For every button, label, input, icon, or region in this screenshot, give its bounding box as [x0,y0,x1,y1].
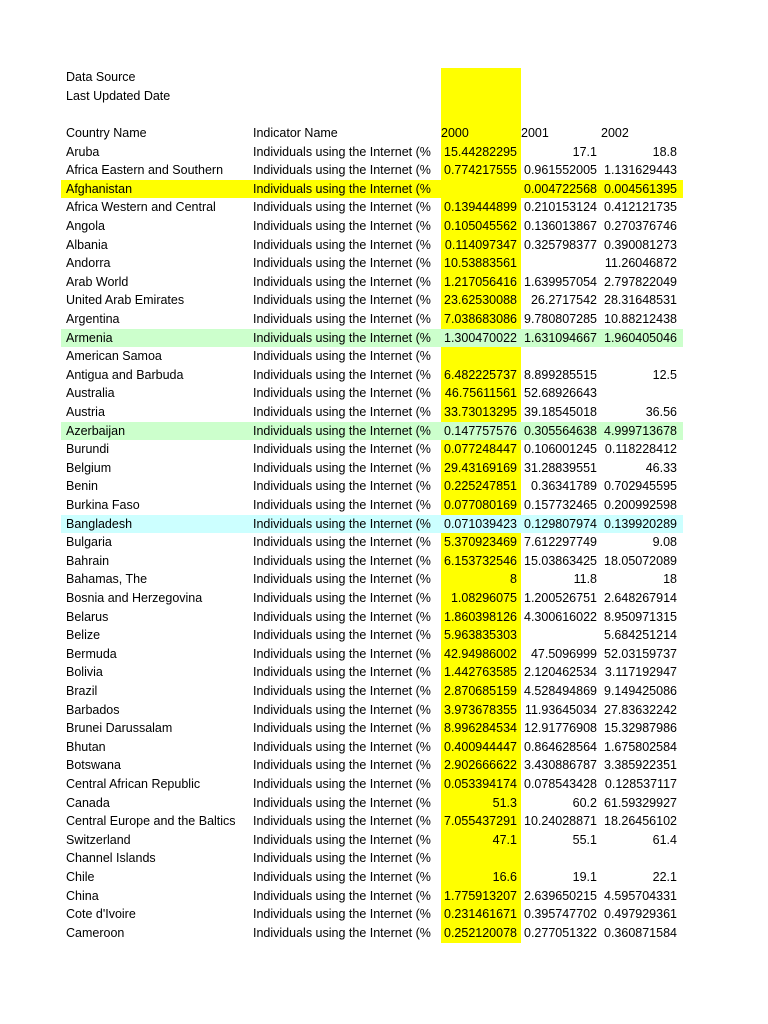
table-row [61,236,683,255]
value-2000-cell[interactable]: 2.902666622 [444,758,517,773]
country-cell[interactable]: Chile [66,870,95,884]
country-cell[interactable]: Belgium [66,460,112,475]
value-2001-cell[interactable]: 0.277051322 [524,925,597,940]
value-2000-cell[interactable]: 0.147757576 [444,423,517,438]
value-2002-cell[interactable]: 4.999713678 [604,423,677,438]
value-2002-cell[interactable]: 0.412121735 [604,200,677,215]
value-2002-cell[interactable]: 0.128537117 [604,777,677,791]
value-2000-cell[interactable]: 8 [510,572,517,587]
table-row [61,608,683,627]
indicator-cell[interactable]: Individuals using the Internet (% [253,330,431,345]
country-cell[interactable]: Brazil [66,684,98,698]
indicator-cell[interactable]: Individuals using the Internet (% [253,888,431,903]
table-row [61,440,683,459]
value-2000-cell[interactable]: 5.963835303 [444,628,517,643]
value-2002-cell[interactable]: 3.117192947 [604,665,677,680]
table-row [61,291,683,310]
value-2001-cell[interactable]: 47.5096999 [530,646,597,661]
country-cell[interactable]: Burkina Faso [66,498,140,512]
value-2000-cell[interactable]: 15.44282295 [444,144,517,159]
indicator-cell[interactable]: Individuals using the Internet (% [253,721,431,736]
indicator-cell[interactable]: Individuals using the Internet (% [253,181,431,196]
header-country: Country Name [66,126,147,140]
value-2000-cell[interactable]: 0.400944447 [444,739,517,754]
indicator-cell[interactable]: Individuals using the Internet (% [253,200,431,215]
value-2001-cell[interactable]: 12.91776908 [524,721,597,736]
indicator-cell[interactable]: Individuals using the Internet (% [253,609,431,624]
country-cell[interactable]: Azerbaijan [66,423,126,438]
indicator-cell[interactable]: Individuals using the Internet (% [253,144,431,159]
value-2001-cell[interactable]: 10.24028871 [524,814,597,829]
country-cell[interactable]: Botswana [66,758,121,773]
header-2002: 2002 [601,126,629,140]
value-2000-cell[interactable]: 0.071039423 [444,516,517,531]
value-2002-cell[interactable]: 12.5 [652,367,677,382]
value-2002-cell[interactable] [601,849,677,868]
value-2001-cell[interactable] [521,254,597,273]
value-2002-cell[interactable]: 0.200992598 [604,498,677,512]
value-2001-cell[interactable]: 1.631094667 [524,330,597,345]
value-2002-cell[interactable]: 5.684251214 [604,628,677,643]
value-2001-cell[interactable]: 0.961552005 [524,163,597,178]
indicator-cell[interactable]: Individuals using the Internet (% [253,498,431,512]
indicator-cell[interactable]: Individuals using the Internet (% [253,925,431,940]
header-indicator: Indicator Name [253,126,338,140]
value-2001-cell[interactable]: 0.864628564 [524,739,597,754]
value-2002-cell[interactable]: 8.950971315 [604,609,677,624]
value-2002-cell[interactable]: 27.83632242 [604,702,677,717]
value-2001-cell[interactable]: 52.68926643 [524,386,597,401]
value-2000-cell[interactable]: 16.6 [492,870,517,884]
indicator-cell[interactable]: Individuals using the Internet (% [253,572,431,587]
value-2001-cell[interactable]: 9.780807285 [524,312,597,326]
country-cell[interactable]: Brunei Darussalam [66,721,173,736]
table-row [61,422,683,441]
indicator-cell[interactable]: Individuals using the Internet (% [253,851,431,866]
indicator-cell[interactable]: Individuals using the Internet (% [253,646,431,661]
country-cell[interactable]: Burundi [66,442,110,457]
table-row [61,682,683,701]
table-row [61,515,683,534]
country-cell[interactable]: Benin [66,479,98,494]
value-2000-cell[interactable]: 10.53883561 [444,256,517,271]
indicator-cell[interactable]: Individuals using the Internet (% [253,237,431,252]
header-row [61,124,683,143]
table-row [61,347,683,366]
table-row [61,719,683,738]
indicator-cell[interactable]: Individuals using the Internet (% [253,312,431,326]
value-2000-cell[interactable]: 1.775913207 [444,888,517,903]
table-row [61,273,683,292]
table-row [61,533,683,552]
value-2002-cell[interactable]: 46.33 [645,460,677,475]
value-2000-cell[interactable]: 47.1 [492,832,517,847]
value-2001-cell[interactable]: 0.36341789 [530,479,597,494]
value-2000-cell[interactable] [441,180,517,199]
value-2000-cell[interactable]: 0.231461671 [444,907,517,922]
value-2000-cell[interactable]: 6.153732546 [444,553,517,568]
country-cell[interactable]: Bolivia [66,665,103,680]
table-row [61,180,683,199]
value-2002-cell[interactable]: 15.32987986 [604,721,677,736]
country-cell[interactable]: Cote d'Ivoire [66,907,136,922]
country-cell[interactable]: Bangladesh [66,516,133,531]
table-row [61,905,683,924]
value-2000-cell[interactable]: 1.442763585 [444,665,517,680]
indicator-cell[interactable]: Individuals using the Internet (% [253,665,431,680]
table-row [61,924,683,943]
value-2001-cell[interactable]: 19.1 [572,870,597,884]
indicator-cell[interactable]: Individuals using the Internet (% [253,907,431,922]
value-2001-cell[interactable]: 11.93645034 [524,702,597,717]
value-2000-cell[interactable]: 1.08296075 [450,591,517,605]
country-cell[interactable]: Arab World [66,274,129,289]
value-2002-cell[interactable]: 0.139920289 [604,516,677,531]
value-2001-cell[interactable]: 39.18545018 [524,405,597,419]
country-cell[interactable]: Africa Western and Central [66,200,216,215]
country-cell[interactable]: Belarus [66,609,109,624]
country-cell[interactable]: Channel Islands [66,851,156,866]
value-2001-cell[interactable]: 0.325798377 [524,237,597,252]
value-2001-cell[interactable]: 26.2717542 [530,293,597,308]
header-2000: 2000 [441,126,469,140]
value-2000-cell[interactable]: 6.482225737 [444,367,517,382]
value-2002-cell[interactable]: 61.59329927 [604,795,677,810]
value-2000-cell[interactable]: 7.055437291 [444,814,517,829]
value-2000-cell[interactable]: 0.252120078 [444,925,517,940]
indicator-cell[interactable]: Individuals using the Internet (% [253,591,431,605]
value-2002-cell[interactable] [601,347,677,366]
table-row [61,794,683,813]
value-2002-cell[interactable]: 52.03159737 [604,646,677,661]
indicator-cell[interactable]: Individuals using the Internet (% [253,405,431,419]
value-2000-cell[interactable]: 0.139444899 [444,200,517,215]
value-2001-cell[interactable]: 0.106001245 [524,442,597,457]
value-2002-cell[interactable]: 0.270376746 [604,219,677,233]
table-row [61,477,683,496]
header-2001: 2001 [521,126,549,140]
value-2000-cell[interactable]: 0.225247851 [444,479,517,494]
country-cell[interactable]: Bosnia and Herzegovina [66,591,203,605]
country-cell[interactable]: Armenia [66,330,113,345]
value-2002-cell[interactable]: 10.88212438 [604,312,677,326]
table-row [61,384,683,403]
indicator-cell[interactable]: Individuals using the Internet (% [253,628,431,643]
value-2000-cell[interactable]: 1.860398126 [444,609,517,624]
value-2002-cell[interactable]: 0.497929361 [604,907,677,922]
value-2002-cell[interactable]: 9.149425086 [604,684,677,698]
table-row [61,701,683,720]
indicator-cell[interactable]: Individuals using the Internet (% [253,870,431,884]
value-2001-cell[interactable] [521,849,597,868]
value-2000-cell[interactable]: 5.370923469 [444,535,517,550]
value-2001-cell[interactable]: 7.612297749 [524,535,597,550]
value-2002-cell[interactable]: 4.595704331 [604,888,677,903]
indicator-cell[interactable]: Individuals using the Internet (% [253,219,431,233]
indicator-cell[interactable]: Individuals using the Internet (% [253,274,431,289]
country-cell[interactable]: China [66,888,99,903]
country-cell[interactable]: Albania [66,237,108,252]
indicator-cell[interactable]: Individuals using the Internet (% [253,293,431,308]
value-2002-cell[interactable]: 2.648267914 [604,591,677,605]
indicator-cell[interactable]: Individuals using the Internet (% [253,832,431,847]
value-2000-cell[interactable]: 0.077248447 [444,442,517,457]
value-2001-cell[interactable]: 2.639650215 [524,888,597,903]
indicator-cell[interactable]: Individuals using the Internet (% [253,516,431,531]
value-2002-cell[interactable]: 1.960405046 [604,330,677,345]
value-2002-cell[interactable]: 0.390081273 [604,237,677,252]
value-2002-cell[interactable]: 9.08 [652,535,677,550]
data-source-label: Data Source [66,70,136,84]
value-2000-cell[interactable]: 29.43169169 [444,460,517,475]
value-2000-cell[interactable] [441,849,517,868]
value-2000-cell[interactable] [441,347,517,366]
value-2001-cell[interactable]: 4.528494869 [524,684,597,698]
value-2002-cell[interactable]: 36.56 [645,405,677,419]
value-2000-cell[interactable]: 0.053394174 [444,777,517,791]
indicator-cell[interactable]: Individuals using the Internet (% [253,739,431,754]
value-2001-cell[interactable]: 0.004722568 [524,181,597,196]
country-cell[interactable]: Bermuda [66,646,117,661]
value-2000-cell[interactable]: 51.3 [492,795,517,810]
value-2000-cell[interactable]: 33.73013295 [444,405,517,419]
country-cell[interactable]: Austria [66,405,105,419]
value-2002-cell[interactable] [601,384,677,403]
country-cell[interactable]: Argentina [66,312,120,326]
country-cell[interactable]: Central African Republic [66,777,201,791]
table-row [61,254,683,273]
country-cell[interactable]: Bahamas, The [66,572,148,587]
value-2001-cell[interactable]: 11.8 [573,572,597,587]
value-2001-cell[interactable]: 55.1 [572,832,597,847]
value-2002-cell[interactable]: 18.8 [652,144,677,159]
value-2000-cell[interactable]: 0.114097347 [444,237,517,252]
value-2001-cell[interactable]: 2.120462534 [524,665,597,680]
value-2001-cell[interactable]: 0.157732465 [524,498,597,512]
indicator-cell[interactable]: Individuals using the Internet (% [253,814,431,829]
country-cell[interactable]: Barbados [66,702,120,717]
country-cell[interactable]: Andorra [66,256,111,271]
country-cell[interactable]: Africa Eastern and Southern [66,163,224,178]
indicator-cell[interactable]: Individuals using the Internet (% [253,423,431,438]
country-cell[interactable]: Afghanistan [66,181,133,196]
indicator-cell[interactable]: Individuals using the Internet (% [253,777,431,791]
table-row [61,663,683,682]
indicator-cell[interactable]: Individuals using the Internet (% [253,256,431,271]
indicator-cell[interactable]: Individuals using the Internet (% [253,553,431,568]
value-2000-cell[interactable]: 0.774217555 [444,163,517,178]
table-row [61,217,683,236]
value-2002-cell[interactable]: 22.1 [652,870,677,884]
value-2001-cell[interactable]: 17.1 [572,144,597,159]
value-2000-cell[interactable]: 3.973678355 [444,702,517,717]
value-2002-cell[interactable]: 3.385922351 [604,758,677,773]
value-2001-cell[interactable]: 0.210153124 [524,200,597,215]
value-2001-cell[interactable]: 0.395747702 [524,907,597,922]
value-2001-cell[interactable]: 60.2 [572,795,597,810]
country-cell[interactable]: Canada [66,795,110,810]
value-2002-cell[interactable]: 18.26456102 [604,814,677,829]
country-cell[interactable]: Bulgaria [66,535,112,550]
value-2001-cell[interactable]: 0.136013867 [524,219,597,233]
value-2000-cell[interactable]: 7.038683086 [444,312,517,326]
country-cell[interactable]: Angola [66,219,105,233]
indicator-cell[interactable]: Individuals using the Internet (% [253,535,431,550]
value-2001-cell[interactable]: 0.129807974 [524,516,597,531]
value-2002-cell[interactable]: 1.675802584 [604,739,677,754]
value-2000-cell[interactable]: 42.94986002 [444,646,517,661]
indicator-cell[interactable]: Individuals using the Internet (% [253,702,431,717]
value-2000-cell[interactable]: 1.300470022 [444,330,517,345]
value-2002-cell[interactable]: 11.26046872 [604,256,677,271]
value-2000-cell[interactable]: 46.75611561 [444,386,517,401]
value-2000-cell[interactable]: 2.870685159 [444,684,517,698]
indicator-cell[interactable]: Individuals using the Internet (% [253,386,431,401]
indicator-cell[interactable]: Individuals using the Internet (% [253,758,431,773]
table-row [61,589,683,608]
country-cell[interactable]: Antigua and Barbuda [66,367,184,382]
country-cell[interactable]: Belize [66,628,101,643]
value-2000-cell[interactable]: 8.996284534 [444,721,517,736]
last-updated-label: Last Updated Date [66,89,171,103]
value-2001-cell[interactable]: 31.28839551 [524,460,597,475]
value-2000-cell[interactable]: 0.105045562 [444,219,517,233]
country-cell[interactable]: Bahrain [66,553,110,568]
value-2002-cell[interactable]: 28.31648531 [604,293,677,308]
value-2002-cell[interactable]: 1.131629443 [604,163,677,178]
value-2002-cell[interactable]: 0.004561395 [604,181,677,196]
value-2001-cell[interactable]: 1.639957054 [524,274,597,289]
indicator-cell[interactable]: Individuals using the Internet (% [253,163,431,178]
value-2001-cell[interactable]: 0.078543428 [524,777,597,791]
table-row [61,366,683,385]
indicator-cell[interactable]: Individuals using the Internet (% [253,349,431,364]
value-2001-cell[interactable]: 4.300616022 [524,609,597,624]
country-cell[interactable]: Bhutan [66,739,106,754]
value-2001-cell[interactable]: 1.200526751 [524,591,597,605]
indicator-cell[interactable]: Individuals using the Internet (% [253,442,431,457]
value-2000-cell[interactable]: 23.62530088 [444,293,517,308]
value-2000-cell[interactable]: 1.217056416 [444,274,517,289]
value-2002-cell[interactable]: 18.05072089 [604,553,677,568]
value-2001-cell[interactable] [521,626,597,645]
table-row [61,626,683,645]
table-row [61,310,683,329]
table-row [61,887,683,906]
table-row [61,403,683,422]
value-2002-cell[interactable]: 18 [663,572,677,587]
table-row [61,143,683,162]
indicator-cell[interactable]: Individuals using the Internet (% [253,684,431,698]
table-row [61,161,683,180]
value-2002-cell[interactable]: 0.118228412 [604,442,677,457]
value-2001-cell[interactable]: 0.305564638 [524,423,597,438]
country-cell[interactable]: American Samoa [66,349,162,364]
value-2002-cell[interactable]: 0.702945595 [604,479,677,494]
country-cell[interactable]: Aruba [66,144,100,159]
table-row [61,645,683,664]
country-cell[interactable]: United Arab Emirates [66,293,185,308]
indicator-cell[interactable]: Individuals using the Internet (% [253,479,431,494]
indicator-cell[interactable]: Individuals using the Internet (% [253,795,431,810]
table-row [61,496,683,515]
table-row [61,775,683,794]
country-cell[interactable]: Switzerland [66,832,131,847]
value-2001-cell[interactable]: 8.899285515 [524,367,597,382]
table-row [61,868,683,887]
value-2000-cell[interactable]: 0.077080169 [444,498,517,512]
value-2002-cell[interactable]: 0.360871584 [604,925,677,940]
indicator-cell[interactable]: Individuals using the Internet (% [253,367,431,382]
table-row [61,756,683,775]
country-cell[interactable]: Australia [66,386,115,401]
table-row [61,552,683,571]
table-row [61,738,683,757]
value-2002-cell[interactable]: 2.797822049 [604,274,677,289]
table-row [61,459,683,478]
country-cell[interactable]: Cameroon [66,925,125,940]
indicator-cell[interactable]: Individuals using the Internet (% [253,460,431,475]
value-2002-cell[interactable]: 61.4 [652,832,677,847]
table-row [61,812,683,831]
value-2001-cell[interactable]: 15.03863425 [524,553,597,568]
country-cell[interactable]: Central Europe and the Baltics [66,814,236,829]
table-row [61,329,683,348]
table-row [61,849,683,868]
table-row [61,570,683,589]
value-2001-cell[interactable]: 3.430886787 [524,758,597,773]
table-row [61,831,683,850]
value-2001-cell[interactable] [521,347,597,366]
table-row [61,198,683,217]
